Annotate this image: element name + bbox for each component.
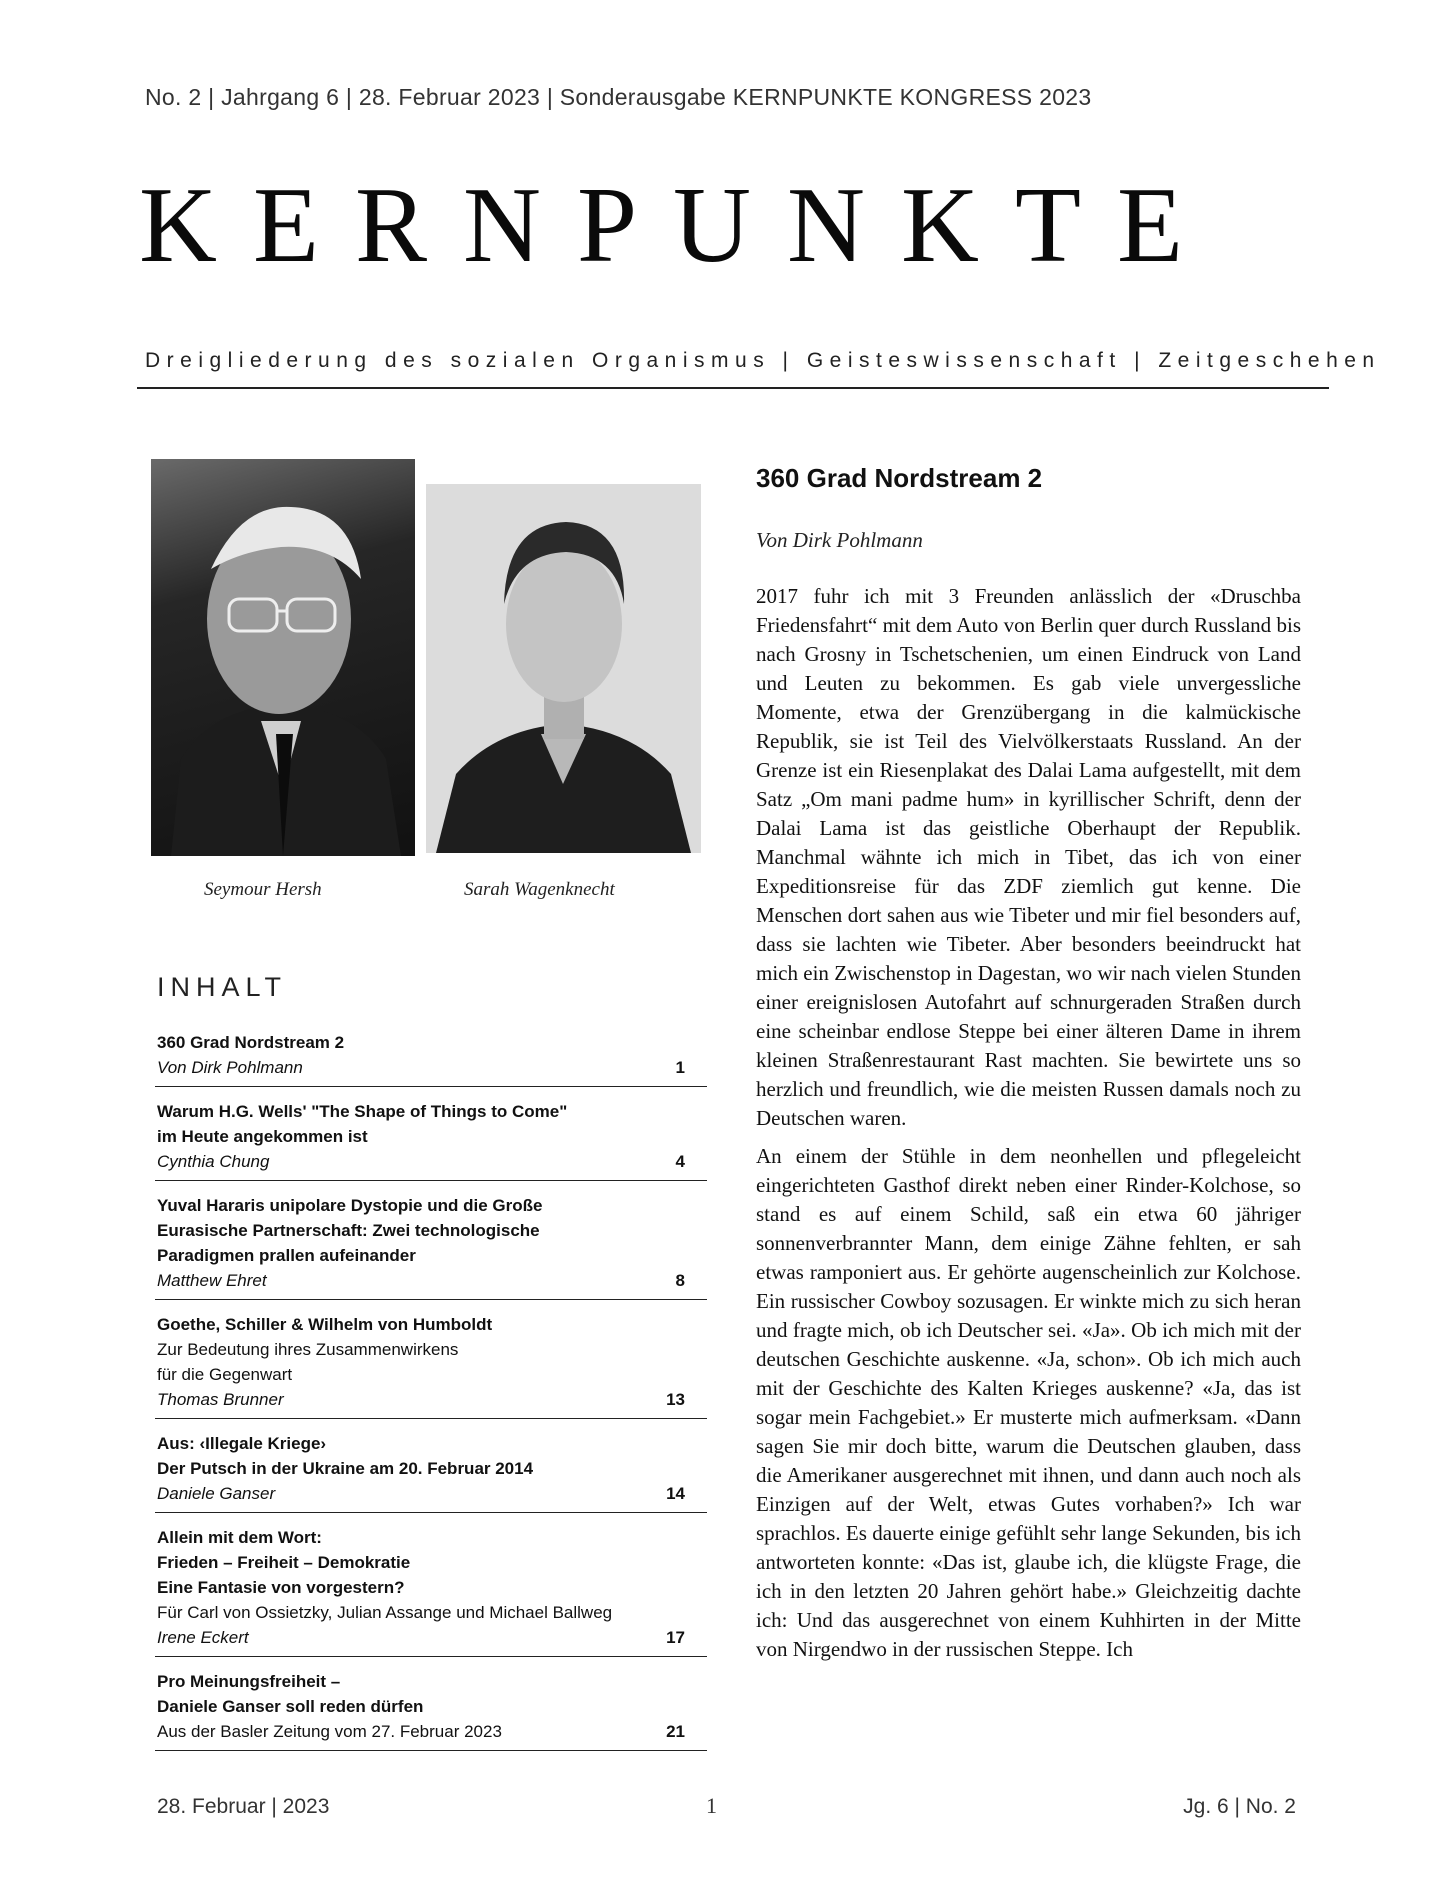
toc-entry-title: Daniele Ganser soll reden dürfen — [157, 1697, 424, 1716]
footer-page-number: 1 — [706, 1793, 717, 1818]
toc-entry-title: Goethe, Schiller & Wilhelm von Humboldt — [157, 1315, 493, 1334]
toc-entry-title: Eine Fantasie von vorgestern? — [157, 1578, 405, 1597]
toc-entry-title: Pro Meinungsfreiheit – — [157, 1672, 341, 1691]
toc-entry[interactable] — [155, 1300, 707, 1419]
toc-entry-title: Eurasische Partnerschaft: Zwei technologische — [157, 1221, 540, 1240]
portrait-photo-wagenknecht — [426, 484, 701, 853]
toc-entry-author: Thomas Brunner — [157, 1390, 284, 1409]
toc-entry[interactable] — [155, 1087, 707, 1181]
toc-entry-title: Allein mit dem Wort: — [157, 1528, 322, 1547]
toc-heading: INHALT — [157, 972, 288, 1002]
toc-entry-author: Von Dirk Pohlmann — [157, 1058, 303, 1077]
toc-entry[interactable] — [155, 1181, 707, 1300]
footer-issue: Jg. 6 | No. 2 — [1183, 1795, 1296, 1818]
toc-entry-title: Warum H.G. Wells' "The Shape of Things to Come" — [157, 1102, 568, 1121]
toc-entry[interactable] — [155, 1026, 707, 1087]
toc-entry-author: Aus der Basler Zeitung vom 27. Februar 2023 — [157, 1722, 502, 1741]
toc-entry-author: Daniele Ganser — [157, 1484, 276, 1503]
toc-entry-subtitle: Zur Bedeutung ihres Zusammenwirkens — [157, 1340, 459, 1359]
toc-entry-title: Paradigmen prallen aufeinander — [157, 1246, 416, 1265]
article-body — [756, 582, 1301, 1664]
toc-entry-author: Irene Eckert — [157, 1628, 249, 1647]
toc-entry-subtitle: für die Gegenwart — [157, 1365, 293, 1384]
toc-entry[interactable] — [155, 1657, 707, 1751]
article-paragraph: An einem der Stühle in dem neonhellen und pflegeleicht eingerichteten Gasthof direkt neben einer Rinder-Kolchose, so stand es auf einem Schild, saß ein etwa 60 jähriger sonnenverbrannter Mann, dem einige Zähne fehlten, er sah etwas ramponiert aus. Er gehörte augenscheinlich zur Kolchose. Ein russischer Cowboy sozusagen. Er winkte mich zu sich heran und fragte mich, ob ich Deutscher sei. «Ja». Ob ich mich mit der deutschen Geschichte auskenne. «Ja, schon». Ob ich mich auch mit der Geschichte des Kalten Krieges auskenne? «Ja, das ist sogar mein Fachgebiet.» Er musterte mich aufmerksam. «Dann sagen Sie mir doch bitte, warum die Deutschen glauben, dass die Amerikaner ausgerechnet mit ihnen, und dann auch noch als Einzigen auf der Welt, etwas Gutes vorhaben?» Ich war sprachlos. Es dauerte einige gefühlt sehr lange Sekunden, bis ich antworteten konnte: «Das ist, glaube ich, die klügste Frage, die ich in den letzten 20 Jahren gehört habe.» Gleichzeitig dachte ich: Und das ausgerechnet von einem Kuhhirten in der Mitte von Nirgendwo in der russischen Steppe. Ich — [756, 1144, 1301, 1661]
article-byline: Von Dirk Pohlmann — [756, 528, 923, 552]
toc-entry-title: Yuval Hararis unipolare Dystopie und die Große — [157, 1196, 543, 1215]
masthead-divider — [137, 387, 1329, 389]
masthead-title: KERNPUNKTE — [139, 166, 1219, 285]
toc-entry-title: Aus: ‹Illegale Kriege› — [157, 1434, 327, 1453]
toc-entry-title: Der Putsch in der Ukraine am 20. Februar 2014 — [157, 1459, 534, 1478]
photo-caption-wagenknecht: Sarah Wagenknecht — [464, 879, 615, 900]
footer-date: 28. Februar | 2023 — [157, 1795, 330, 1818]
toc-entry-author: Cynthia Chung — [157, 1152, 270, 1171]
toc-entry-page-number: 1 — [675, 1058, 685, 1077]
toc-entry[interactable] — [155, 1513, 707, 1657]
toc-entry-title: Frieden – Freiheit – Demokratie — [157, 1553, 411, 1572]
toc-entry-page-number: 17 — [666, 1628, 685, 1647]
toc-entry-page-number: 8 — [675, 1271, 685, 1290]
issue-line: No. 2 | Jahrgang 6 | 28. Februar 2023 | Sonderausgabe KERNPUNKTE KONGRESS 2023 — [145, 84, 1092, 110]
toc-entry-subtitle: Für Carl von Ossietzky, Julian Assange und Michael Ballweg — [157, 1603, 613, 1622]
toc-entry-author: Matthew Ehret — [157, 1271, 267, 1290]
masthead-tagline: Dreigliederung des sozialen Organismus | Geisteswissenschaft | Zeitgeschehen — [145, 349, 1381, 372]
table-of-contents — [155, 1026, 707, 1751]
toc-entry-page-number: 21 — [666, 1722, 685, 1741]
toc-entry-page-number: 13 — [666, 1390, 685, 1409]
article-title: 360 Grad Nordstream 2 — [756, 463, 1043, 493]
portrait-photo-hersh — [151, 459, 415, 856]
toc-entry-page-number: 4 — [675, 1152, 685, 1171]
toc-entry[interactable] — [155, 1419, 707, 1513]
toc-entry-title: 360 Grad Nordstream 2 — [157, 1033, 345, 1052]
article-paragraph: 2017 fuhr ich mit 3 Freunden anlässlich der «Druschba Friedensfahrt“ mit dem Auto von Berlin quer durch Russland bis nach Grosny in Tschetschenien, um einen Eindruck von Land und Leuten zu bekommen. Es gab viele unvergessliche Momente, etwa der Grenzübergang in die kalmückische Republik, sie ist Teil des Vielvölkerstaats Russland. An der Grenze ist ein Riesenplakat des Dalai Lama aufgestellt, mit dem Satz „Om mani padme hum» in kyrillischer Schrift, denn der Dalai Lama ist das geistliche Oberhaupt der Republik. Manchmal wähnte ich mich in Tibet, das ich von einer Expeditionsreise für das ZDF ziemlich gut kenne. Die Menschen dort sahen aus wie Tibeter und mir fiel besonders auf, dass sie lachten wie Tibeter. Aber besonders beeindruckt hat mich ein Zwischenstop in Dagestan, wo wir nach vielen Stunden einer ereignislosen Autofahrt auf schnurgeraden Straßen durch eine scheinbar endlose Steppe bei einer älteren Dame in ihrem kleinen Straßenrestaurant Rast machten. Sie bewirtete uns so herzlich und freundlich, wie die meisten Russen damals noch zu Deutschen waren. — [756, 584, 1301, 1130]
toc-entry-page-number: 14 — [666, 1484, 685, 1503]
toc-entry-title: im Heute angekommen ist — [157, 1127, 368, 1146]
photo-caption-hersh: Seymour Hersh — [204, 879, 322, 900]
